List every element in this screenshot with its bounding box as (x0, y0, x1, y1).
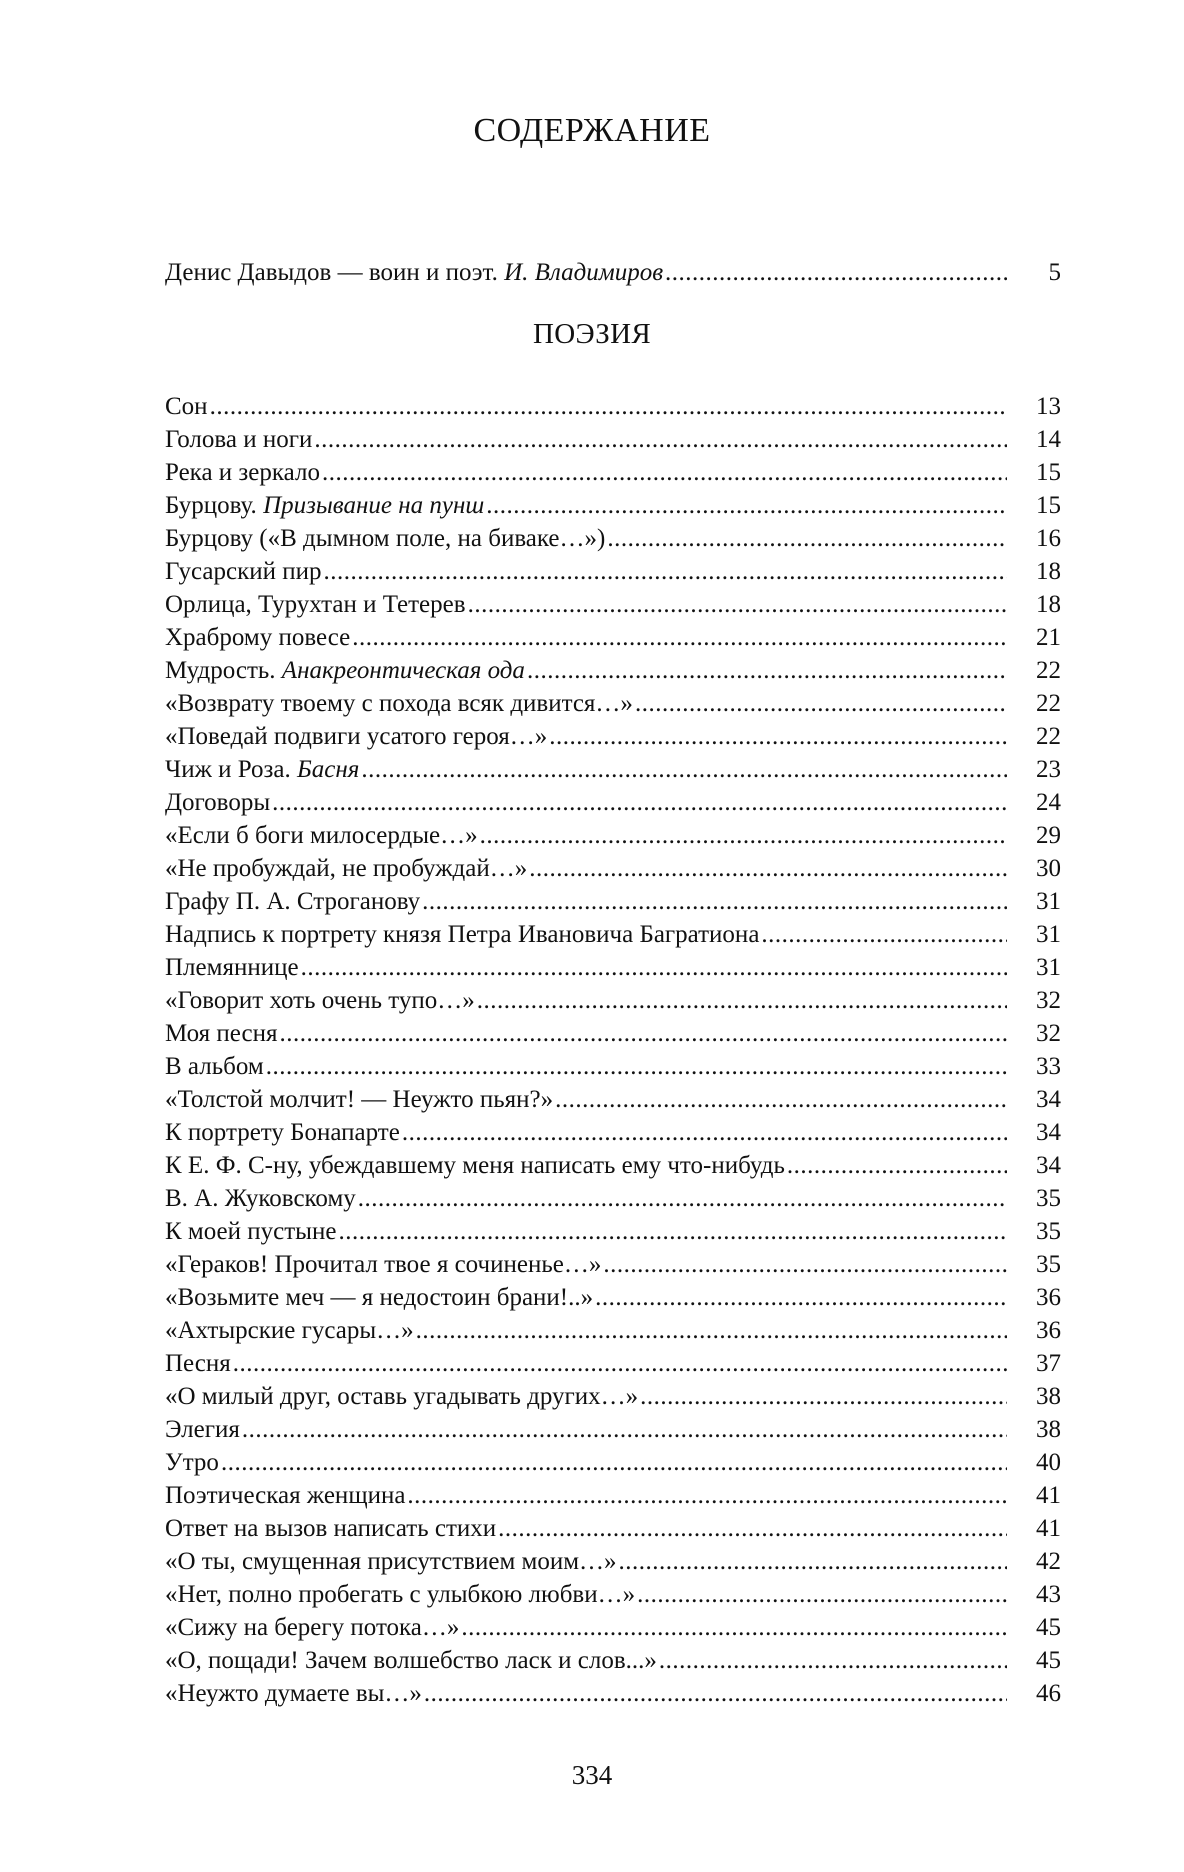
toc-entry[interactable] (165, 588, 1061, 621)
dot-leader (659, 1644, 1007, 1677)
dot-leader (480, 819, 1007, 852)
toc-entry-title (165, 951, 299, 984)
toc-entry-page-number: 14 (1036, 426, 1061, 453)
toc-entry-page-number: 22 (1036, 690, 1061, 717)
toc-entry-page-number: 33 (1036, 1053, 1061, 1080)
toc-entry-title (165, 456, 320, 489)
intro-title-text (165, 256, 663, 289)
toc-entry[interactable] (165, 786, 1061, 819)
dot-leader (477, 984, 1007, 1017)
toc-entry-title (165, 390, 208, 423)
toc-entry-title (165, 1314, 414, 1347)
toc-entry-title-text: Ответ на вызов написать стихи (165, 1515, 497, 1542)
toc-entry-title-text: Договоры (165, 789, 271, 816)
toc-entry-page-number: 41 (1036, 1482, 1061, 1509)
toc-entry-page-number: 34 (1036, 1086, 1061, 1113)
toc-entry-title (165, 1578, 635, 1611)
toc-entry[interactable] (165, 984, 1061, 1017)
toc-entry-title-text: Река и зеркало (165, 459, 320, 486)
toc-entry[interactable] (165, 1413, 1061, 1446)
dot-leader (361, 753, 1007, 786)
dot-leader (233, 1347, 1007, 1380)
dot-leader (416, 1314, 1007, 1347)
toc-entry-title (165, 1017, 277, 1050)
toc-entry[interactable] (165, 1479, 1061, 1512)
toc-entry-title (165, 654, 525, 687)
toc-entry-page-number: 36 (1036, 1284, 1061, 1311)
toc-entry-title (165, 1446, 219, 1479)
toc-entry-subtitle: Басня (297, 756, 360, 783)
toc-entry-title (165, 984, 475, 1017)
toc-entry-title (165, 555, 322, 588)
toc-entry-page-number: 46 (1036, 1680, 1061, 1707)
toc-entry-page-number: 22 (1036, 657, 1061, 684)
toc-entry-page-number: 23 (1036, 756, 1061, 783)
toc-entry[interactable] (165, 489, 1061, 522)
toc-entry-title-text: «Не пробуждай, не пробуждай…» (165, 855, 528, 882)
toc-entry-title-text: Гусарский пир (165, 558, 322, 585)
toc-entry-title (165, 885, 420, 918)
toc-entry-title-text: «Возврату твоему с похода всяк дивится…» (165, 690, 633, 717)
toc-entry-page-number: 38 (1036, 1383, 1061, 1410)
toc-entry-page-number: 36 (1036, 1317, 1061, 1344)
toc-entry[interactable] (165, 1677, 1061, 1710)
dot-leader (549, 720, 1007, 753)
dot-leader (468, 588, 1007, 621)
toc-entry-title-text: «Сижу на берегу потока…» (165, 1614, 460, 1641)
dot-leader (603, 1248, 1007, 1281)
dot-leader (210, 390, 1007, 423)
toc-entry-title (165, 621, 350, 654)
toc-entry-title (165, 1644, 657, 1677)
toc-entry[interactable] (165, 1017, 1061, 1050)
toc-entry-title (165, 1281, 593, 1314)
toc-entry-title-text: Поэтическая женщина (165, 1482, 406, 1509)
toc-entry-page-number: 35 (1036, 1218, 1061, 1245)
toc-entry-title (165, 1380, 638, 1413)
toc-entry[interactable] (165, 1182, 1061, 1215)
toc-entry[interactable] (165, 1611, 1061, 1644)
toc-entry-title (165, 1611, 459, 1644)
toc-entry-title (165, 1512, 496, 1545)
toc-entry[interactable] (165, 555, 1061, 588)
toc-entry-title (165, 423, 312, 456)
toc-entry-title-text: «О, пощади! Зачем волшебство ласк и слов...» (165, 1647, 657, 1674)
section-title: ПОЭЗИЯ (533, 318, 651, 350)
dot-leader (301, 951, 1007, 984)
dot-leader (242, 1413, 1007, 1446)
intro-entry[interactable] (165, 256, 1061, 289)
page-title: СОДЕРЖАНИЕ (473, 112, 711, 149)
toc-entry-page-number: 13 (1036, 393, 1061, 420)
dot-leader (402, 1116, 1007, 1149)
toc-entry-title-text: Бурцову («В дымном поле, на биваке…») (165, 525, 606, 552)
toc-entry-page-number: 18 (1036, 558, 1061, 585)
toc-entry-page-number: 37 (1036, 1350, 1061, 1377)
dot-leader (358, 1182, 1007, 1215)
toc-entry[interactable] (165, 852, 1061, 885)
toc-entry-page-number: 21 (1036, 624, 1061, 651)
toc-entry-title-text: Графу П. А. Строганову (165, 888, 421, 915)
dot-leader (279, 1017, 1007, 1050)
toc-entry[interactable] (165, 1050, 1061, 1083)
toc-entry-title (165, 1413, 240, 1446)
toc-entry-title (165, 786, 270, 819)
toc-entry-page-number: 18 (1036, 591, 1061, 618)
toc-list (165, 390, 1061, 1710)
toc-entry-page-number: 31 (1036, 921, 1061, 948)
toc-entry-title-text: Орлица, Турухтан и Тетерев (165, 591, 466, 618)
dot-leader (619, 1545, 1007, 1578)
dot-leader (314, 423, 1007, 456)
toc-entry-title (165, 588, 466, 621)
dot-leader (338, 1215, 1007, 1248)
dot-leader (595, 1281, 1007, 1314)
toc-entry[interactable] (165, 1149, 1061, 1182)
toc-entry-title (165, 687, 633, 720)
toc-entry-page-number: 42 (1036, 1548, 1061, 1575)
toc-entry-title-text: «Неужто думаете вы…» (165, 1680, 422, 1707)
toc-entry-subtitle: Анакреонтическая ода (281, 657, 525, 684)
toc-entry-page-number: 41 (1036, 1515, 1061, 1542)
intro-title: Денис Давыдов — воин и поэт. (165, 259, 505, 286)
toc-entry-title-text: «Поведай подвиги усатого героя…» (165, 723, 548, 750)
toc-entry-page-number: 31 (1036, 954, 1061, 981)
toc-entry-title (165, 1248, 601, 1281)
toc-entry-title (165, 1182, 356, 1215)
toc-entry[interactable] (165, 1083, 1061, 1116)
dot-leader (665, 256, 1007, 289)
toc-entry[interactable] (165, 1644, 1061, 1677)
toc-entry-page-number: 38 (1036, 1416, 1061, 1443)
toc-entry[interactable] (165, 1314, 1061, 1347)
toc-entry[interactable] (165, 390, 1061, 423)
toc-entry[interactable] (165, 753, 1061, 786)
toc-entry-title-text: «Возьмите меч — я недостоин брани!..» (165, 1284, 594, 1311)
toc-entry-title (165, 1215, 336, 1248)
toc-entry-title (165, 1083, 553, 1116)
toc-entry-page-number: 22 (1036, 723, 1061, 750)
toc-entry[interactable] (165, 687, 1061, 720)
dot-leader (221, 1446, 1007, 1479)
toc-entry[interactable] (165, 1545, 1061, 1578)
toc-entry[interactable] (165, 654, 1061, 687)
toc-entry-title-text: К Е. Ф. С-ну, убеждавшему меня написать ему что-нибудь (165, 1152, 785, 1179)
toc-entry[interactable] (165, 918, 1061, 951)
intro-page-number: 5 (1048, 259, 1061, 286)
dot-leader (486, 489, 1007, 522)
dot-leader (424, 1677, 1007, 1710)
toc-entry[interactable] (165, 1512, 1061, 1545)
toc-entry-page-number: 35 (1036, 1185, 1061, 1212)
toc-entry-title-text: Племяннице (165, 954, 299, 981)
toc-entry-page-number: 34 (1036, 1152, 1061, 1179)
toc-entry-title (165, 1479, 405, 1512)
dot-leader (322, 456, 1007, 489)
toc-entry-title-text: К портрету Бонапарте (165, 1119, 400, 1146)
toc-entry-page-number: 45 (1036, 1614, 1061, 1641)
toc-entry-page-number: 40 (1036, 1449, 1061, 1476)
dot-leader (787, 1149, 1007, 1182)
dot-leader (555, 1083, 1007, 1116)
toc-entry-page-number: 29 (1036, 822, 1061, 849)
dot-leader (635, 687, 1007, 720)
toc-entry-title (165, 753, 359, 786)
toc-entry-title-text: Моя песня (165, 1020, 278, 1047)
toc-entry-page-number: 32 (1036, 1020, 1061, 1047)
dot-leader (266, 1050, 1007, 1083)
toc-entry-title-text: «Если б боги милосердые…» (165, 822, 478, 849)
toc-entry[interactable] (165, 720, 1061, 753)
toc-entry-title-text: В. А. Жуковскому (165, 1185, 356, 1212)
toc-entry[interactable] (165, 1215, 1061, 1248)
dot-leader (529, 852, 1007, 885)
toc-entry[interactable] (165, 1347, 1061, 1380)
dot-leader (272, 786, 1007, 819)
toc-entry-title (165, 1545, 617, 1578)
toc-entry-title-text: Сон (165, 393, 208, 420)
toc-entry-page-number: 24 (1036, 789, 1061, 816)
toc-entry-title-text: «О милый друг, оставь угадывать других…» (165, 1383, 639, 1410)
dot-leader (761, 918, 1007, 951)
toc-entry-title-text: Чиж и Роза. (165, 756, 298, 783)
toc-entry-page-number: 31 (1036, 888, 1061, 915)
dot-leader (640, 1380, 1007, 1413)
toc-entry[interactable] (165, 1380, 1061, 1413)
dot-leader (637, 1578, 1007, 1611)
toc-entry-subtitle: Призывание на пунш (263, 492, 485, 519)
toc-entry-title-text: Утро (165, 1449, 219, 1476)
toc-entry-title-text: В альбом (165, 1053, 264, 1080)
toc-entry[interactable] (165, 1116, 1061, 1149)
toc-entry-title (165, 720, 547, 753)
toc-entry-page-number: 45 (1036, 1647, 1061, 1674)
toc-entry-page-number: 43 (1036, 1581, 1061, 1608)
toc-entry-page-number: 30 (1036, 855, 1061, 882)
dot-leader (422, 885, 1007, 918)
intro-author: И. Владимиров (504, 259, 664, 286)
dot-leader (352, 621, 1007, 654)
dot-leader (607, 522, 1007, 555)
toc-entry-title-text: Храброму повесе (165, 624, 351, 651)
toc-entry[interactable] (165, 522, 1061, 555)
toc-entry-title (165, 1050, 264, 1083)
toc-entry-page-number: 35 (1036, 1251, 1061, 1278)
toc-entry-page-number: 15 (1036, 492, 1061, 519)
toc-entry-title-text: «Ахтырские гусары…» (165, 1317, 414, 1344)
dot-leader (527, 654, 1007, 687)
dot-leader (407, 1479, 1007, 1512)
toc-entry-page-number: 16 (1036, 525, 1061, 552)
toc-entry-page-number: 15 (1036, 459, 1061, 486)
toc-entry[interactable] (165, 885, 1061, 918)
toc-entry-title (165, 819, 478, 852)
toc-entry-title (165, 1677, 422, 1710)
toc-entry[interactable] (165, 1578, 1061, 1611)
toc-entry[interactable] (165, 1446, 1061, 1479)
toc-entry[interactable] (165, 423, 1061, 456)
dot-leader (498, 1512, 1007, 1545)
toc-entry-title-text: «Нет, полно пробегать с улыбкою любви…» (165, 1581, 636, 1608)
toc-entry-title-text: Песня (165, 1350, 231, 1377)
toc-entry-title-text: «Толстой молчит! — Неужто пьян?» (165, 1086, 554, 1113)
toc-entry-title (165, 1347, 231, 1380)
toc-entry-title (165, 489, 484, 522)
toc-entry-title (165, 852, 527, 885)
toc-entry-title-text: Голова и ноги (165, 426, 313, 453)
dot-leader (461, 1611, 1007, 1644)
toc-entry-title-text: Мудрость. (165, 657, 282, 684)
dot-leader (324, 555, 1007, 588)
toc-entry-title (165, 1149, 785, 1182)
page-number: 334 (571, 1760, 613, 1790)
toc-entry-page-number: 34 (1036, 1119, 1061, 1146)
toc-entry-title-text: Надпись к портрету князя Петра Ивановича Багратиона (165, 921, 760, 948)
toc-entry-title-text: К моей пустыне (165, 1218, 337, 1245)
toc-entry-title (165, 1116, 400, 1149)
toc-entry[interactable] (165, 819, 1061, 852)
toc-entry-title (165, 522, 605, 555)
toc-entry[interactable] (165, 456, 1061, 489)
toc-entry-title-text: Элегия (165, 1416, 240, 1443)
toc-entry[interactable] (165, 951, 1061, 984)
toc-entry-page-number: 32 (1036, 987, 1061, 1014)
toc-entry[interactable] (165, 1281, 1061, 1314)
toc-entry-title-text: «Гераков! Прочитал твое я сочиненье…» (165, 1251, 602, 1278)
toc-entry-title (165, 918, 759, 951)
toc-entry-title-text: «Говорит хоть очень тупо…» (165, 987, 475, 1014)
toc-entry-title-text: «О ты, смущенная присутствием моим…» (165, 1548, 617, 1575)
toc-entry[interactable] (165, 621, 1061, 654)
toc-entry[interactable] (165, 1248, 1061, 1281)
toc-entry-title-text: Бурцову. (165, 492, 264, 519)
